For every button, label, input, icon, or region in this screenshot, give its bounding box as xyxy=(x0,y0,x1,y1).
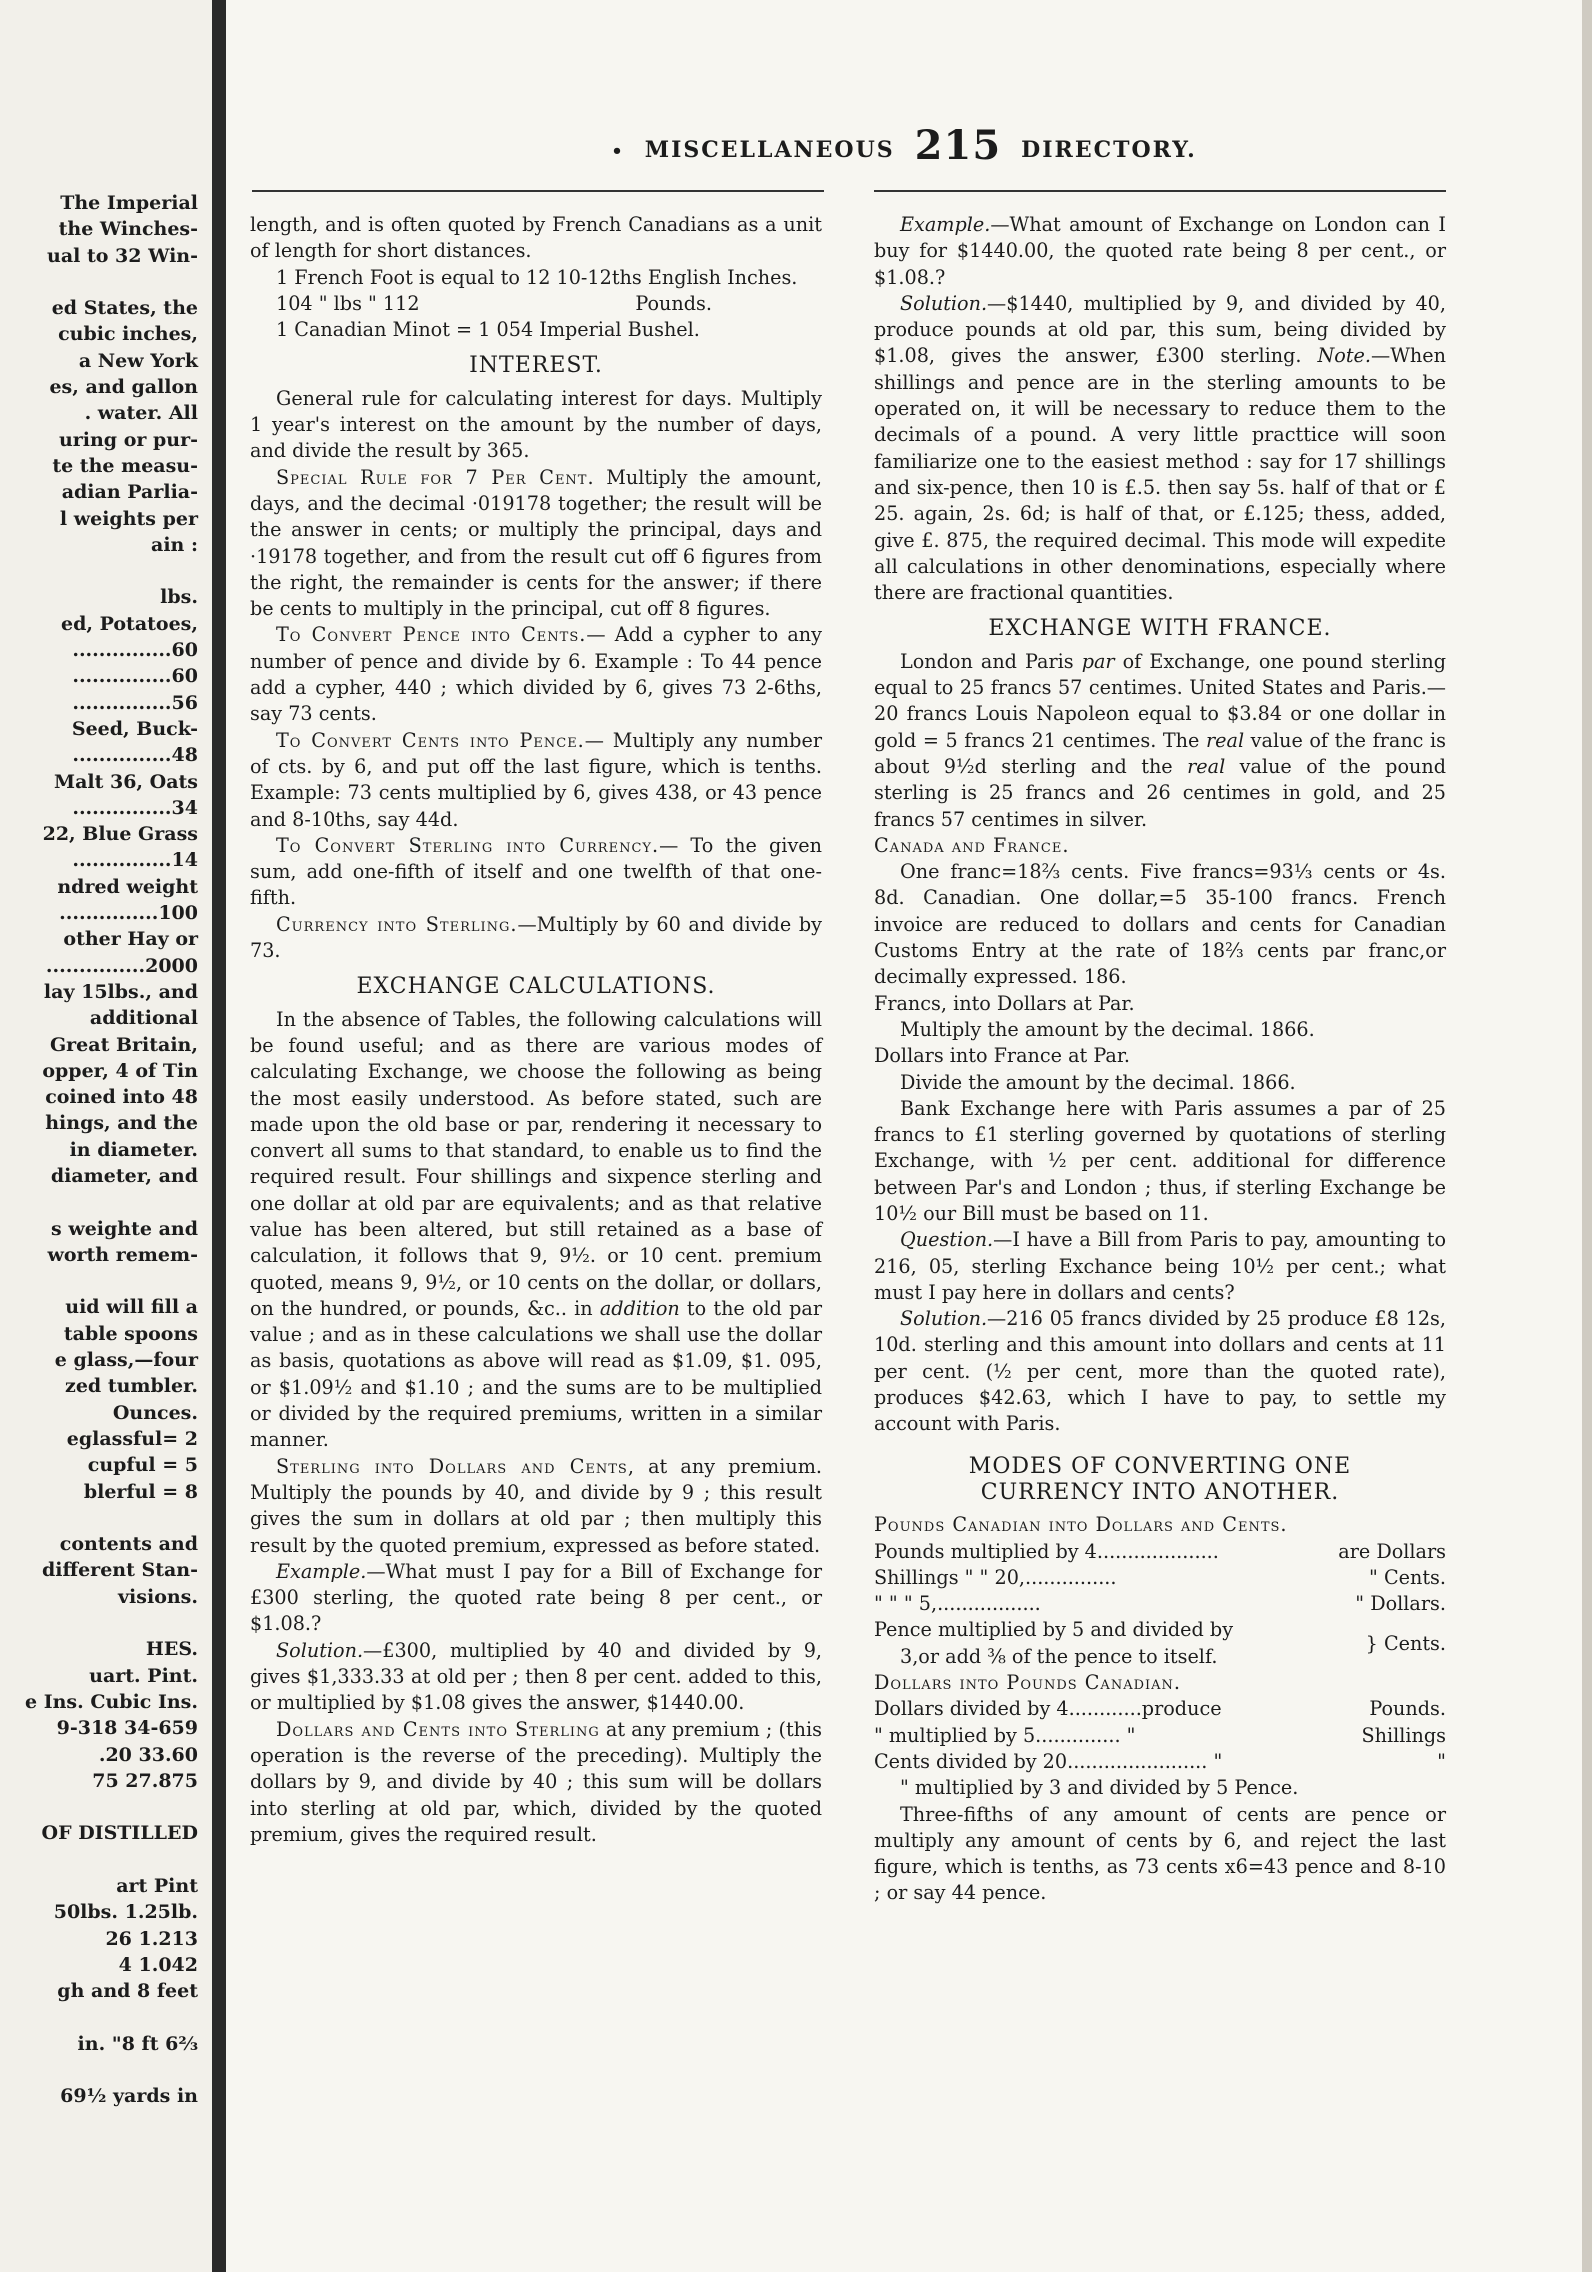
para-text: to the old par value ; and as in these calculations we shall use the dollar as basis, quotations as above will read as $1.09, $1. 095, or $1.09½ and $1.10 ; and the sums are to be multiplied or divided by the required premiums, written in a similar manner. xyxy=(250,1296,822,1452)
pence-line-2: 3,or add ⅜ of the pence to itself. xyxy=(900,1644,1218,1668)
rule-text: —Multiply by 60 and divide by 73. xyxy=(250,912,822,963)
left-page-line: in diameter. xyxy=(69,1138,198,1161)
rule-label: Special Rule for 7 Per Cent. xyxy=(276,465,595,489)
left-page-line: the Winches- xyxy=(58,218,198,241)
table-cell: " " " 5,................. xyxy=(874,1592,1041,1616)
left-page-line xyxy=(0,1847,198,1873)
conversion-table-dollars xyxy=(874,1696,1446,1775)
para-text: value of the pound sterling is 25 francs and 26 centimes in gold, and 25 francs 57 centimes in silver. xyxy=(874,754,1446,831)
left-page-line: coined into 48 xyxy=(45,1086,198,1109)
paragraph xyxy=(874,1306,1446,1437)
paragraph: Francs, into Dollars at Par. xyxy=(874,991,1135,1015)
paragraph: 1 French Foot is equal to 12 10-12ths English Inches. xyxy=(276,265,798,289)
question-label: Question. xyxy=(900,1228,994,1252)
paragraph: " multiplied by 3 and divided by 5 Pence. xyxy=(900,1776,1299,1800)
left-page-line: uid will fill a xyxy=(65,1296,198,1319)
section-heading-modes: MODES OF CONVERTING ONE CURRENCY INTO ANOTHER. xyxy=(968,1453,1352,1505)
table-cell: " xyxy=(1437,1749,1446,1773)
left-page-line xyxy=(0,269,198,295)
left-page-line: Malt 36, Oats xyxy=(54,770,198,793)
rule-label: Sterling into Dollars and Cents, xyxy=(276,1454,635,1478)
subheading-dollars: Dollars into Pounds Canadian. xyxy=(874,1671,1182,1695)
paragraph xyxy=(874,649,1446,833)
paragraph: length, and is often quoted by French Canadians as a unit of length for short distances. xyxy=(250,213,822,263)
left-page-line: 26 1.213 xyxy=(105,1927,198,1950)
table-cell: " multiplied by 5.............. " xyxy=(874,1723,1136,1747)
table-cell: are Dollars xyxy=(1338,1539,1446,1563)
left-page-line: Ounces. xyxy=(112,1401,198,1424)
para-text: In the absence of Tables, the following calculations will be found useful; and as there are various modes of calculating Exchange, we choose the following as being the most easily understood. As before stated, such are made upon the old base or par, rendering it necessary to convert all sums to that standard, to enable us to find the required result. Four shillings and sixpence sterling and one dollar at old par are equivalents; and as that relative value has been altered, but still retained as a base of calculation, it follows that 9, 9½. or 10 cent. premium quoted, means 9, 9½, or 10 cents on the dollar, or dollars, on the hundred, or pounds, &c.. in xyxy=(250,1007,822,1320)
weight-unit: Pounds. xyxy=(635,291,712,315)
left-page-line: gh and 8 feet xyxy=(57,1980,198,2003)
paragraph: Multiply the amount by the decimal. 1866. xyxy=(900,1017,1315,1041)
rule-label: To Convert Pence into Cents. xyxy=(276,623,587,647)
left-page-line xyxy=(0,558,198,584)
paragraph xyxy=(874,212,1446,291)
paragraph xyxy=(874,291,1446,607)
para-italic: par xyxy=(1081,649,1115,673)
rule-label: Currency into Sterling. xyxy=(276,912,518,936)
paragraph xyxy=(250,465,822,623)
solution-text: —216 05 francs divided by 25 produce £8 12s, 10d. sterling and this amount into dollars and cents at 11 per cent. (½ per cent, more than the quoted rate), produces $42.63, which I have to pay, to settle my account with Paris. xyxy=(874,1307,1446,1436)
left-page-line: ndred weight xyxy=(57,875,198,898)
left-page-line: OF DISTILLED xyxy=(41,1822,198,1845)
note-label: Note. xyxy=(1317,344,1372,368)
left-page-line xyxy=(0,2004,198,2030)
left-page-line xyxy=(0,2057,198,2083)
table-row xyxy=(874,1539,1446,1565)
left-page-line: cupful = 5 xyxy=(87,1454,198,1477)
paragraph xyxy=(250,291,822,317)
table-row xyxy=(874,1591,1446,1617)
left-page-line: a New York xyxy=(78,349,198,372)
rule-text: — Multiply any number of cts. by 6, and put off the last figure, which is tenths. Example: 73 cents multiplied by 6, gives 438, or 43 pence and 8-10ths, say 44d. xyxy=(250,728,822,831)
left-page-line: ...............60 xyxy=(72,639,198,662)
paragraph xyxy=(250,912,822,965)
rule-text: — Add a cypher to any number of pence and divide by 6. Example : To 44 pence add a cypher, 440 ; which divided by 6, gives 73 2-6ths, say 73 cents. xyxy=(250,623,822,726)
left-page-line xyxy=(0,1189,198,1215)
left-page-line: contents and xyxy=(59,1533,198,1556)
paragraph: Bank Exchange here with Paris assumes a par of 25 francs to £1 sterling governed by quotations of sterling Exchange, with ½ per cent. additional for difference between Par's and London ; thus, if sterling Exchange be 10½ our Bill must be based on 11. xyxy=(874,1096,1446,1225)
left-page-line: 22, Blue Grass xyxy=(42,823,198,846)
left-page-line: ...............56 xyxy=(72,691,198,714)
paragraph: Dollars into France at Par. xyxy=(874,1044,1131,1068)
column-right xyxy=(874,212,1446,1907)
left-page-line: ...............14 xyxy=(72,849,198,872)
left-page-line: ual to 32 Win- xyxy=(47,244,198,267)
left-page-line xyxy=(0,1610,198,1636)
rule-label: Dollars and Cents into Sterling xyxy=(276,1717,600,1741)
paragraph: Three-fifths of any amount of cents are pence or multiply any amount of cents by 6, and reject the last figure, which is tenths, as 73 cents x6=43 pence and 8-10 ; or say 44 pence. xyxy=(874,1802,1446,1905)
table-cell: Shillings " " 20,............... xyxy=(874,1565,1117,1589)
para-text: of Exchange, one pound sterling equal to 25 francs 57 centimes. United States and Paris.—20 francs Louis Napoleon equal to $3.84 or one dollar in gold = 5 francs 21 centimes. The xyxy=(874,649,1446,752)
example-label: Example. xyxy=(900,213,991,236)
subheading-canada-france: Canada and France. xyxy=(874,833,1070,857)
left-page-line: eglassful= 2 xyxy=(66,1427,198,1450)
solution-label: Solution. xyxy=(900,1307,988,1331)
left-page-line: 75 27.875 xyxy=(92,1769,198,1792)
page-number: 215 xyxy=(914,122,1002,169)
running-header xyxy=(226,122,1582,169)
left-page-line: ...............34 xyxy=(72,796,198,819)
table-cell: Dollars divided by 4............produce xyxy=(874,1697,1222,1721)
para-italic: real xyxy=(1205,728,1245,752)
paragraph xyxy=(250,833,822,912)
left-page-line: l weights per xyxy=(59,507,198,530)
example-text: —What must I pay for a Bill of Exchange for £300 sterling, the quoted rate being 8 per cent., or $1.08.? xyxy=(250,1559,822,1636)
left-page-line: 69½ yards in xyxy=(60,2085,198,2108)
table-cell: Shillings xyxy=(1361,1723,1446,1747)
left-page-line: .20 33.60 xyxy=(98,1743,198,1766)
left-page-line: es, and gallon xyxy=(49,376,198,399)
solution-label: Solution. xyxy=(900,291,988,315)
left-page-line: ed States, the xyxy=(51,297,198,320)
left-page-line: table spoons xyxy=(63,1322,198,1345)
table-row xyxy=(874,1565,1446,1591)
left-page-line: ...............100 xyxy=(59,902,198,925)
left-page-line: lay 15lbs., and xyxy=(43,980,198,1003)
paragraph xyxy=(874,1227,1446,1306)
header-rule-right xyxy=(874,190,1446,192)
left-page-line xyxy=(0,1794,198,1820)
page-edge xyxy=(1582,0,1592,2272)
left-page-line: hings, and the xyxy=(45,1112,198,1135)
left-page-line xyxy=(0,1268,198,1294)
table-row xyxy=(874,1749,1446,1775)
left-page-line: 4 1.042 xyxy=(118,1953,198,1976)
left-page-line: Great Britain, xyxy=(49,1033,198,1056)
book-gutter xyxy=(212,0,226,2272)
subheading-pounds: Pounds Canadian into Dollars and Cents. xyxy=(874,1513,1288,1537)
header-dot: • xyxy=(611,141,625,162)
left-page-text xyxy=(0,190,198,2110)
left-page-line: additional xyxy=(89,1007,198,1030)
paragraph xyxy=(250,1638,822,1717)
left-page-line: blerful = 8 xyxy=(83,1480,198,1503)
paragraph: Divide the amount by the decimal. 1866. xyxy=(900,1070,1296,1094)
pence-line-1: Pence multiplied by 5 and divided by xyxy=(874,1618,1234,1642)
left-page-line: s weighte and xyxy=(51,1217,198,1240)
para-text: value of the franc is about 9½d sterling and the xyxy=(874,728,1446,778)
paragraph xyxy=(250,728,822,833)
right-page xyxy=(226,0,1582,2272)
paragraph: One franc=18⅔ cents. Five francs=93⅓ cents or 4s. 8d. Canadian. One dollar,=5 35-100 francs. French invoice are reduced to dollars and cents for Canadian Customs Entry at the rate of 18⅔ cents par franc,or decimally expressed. 186. xyxy=(874,860,1446,989)
left-page-line: The Imperial xyxy=(60,192,198,214)
left-page-line: uart. Pint. xyxy=(89,1664,198,1687)
example-text: —What amount of Exchange on London can I buy for $1440.00, the quoted rate being 8 per cent., or $1.08.? xyxy=(874,213,1446,289)
table-cell: Pounds multiplied by 4.................... xyxy=(874,1539,1219,1563)
left-page-line: diameter, and xyxy=(50,1164,198,1187)
header-right: DIRECTORY. xyxy=(1021,137,1197,163)
paragraph xyxy=(250,1007,822,1454)
left-page-line: ed, Potatoes, xyxy=(61,612,198,635)
left-page-line: te the measu- xyxy=(52,454,198,477)
solution-label: Solution. xyxy=(276,1638,364,1662)
table-cell: } Cents. xyxy=(1365,1631,1446,1655)
left-page-line: other Hay or xyxy=(63,928,198,951)
para-italic: addition xyxy=(599,1296,680,1320)
table-cell xyxy=(874,1617,1314,1670)
left-page-line: cubic inches, xyxy=(58,323,198,346)
left-page-line: . water. All xyxy=(84,402,198,425)
left-page-line xyxy=(0,1505,198,1531)
paragraph xyxy=(250,1717,822,1848)
left-page-line: visions. xyxy=(118,1585,198,1608)
left-page-line: ...............60 xyxy=(72,665,198,688)
left-page-line: HES. xyxy=(145,1638,198,1661)
left-page-line: different Stan- xyxy=(42,1559,198,1582)
rule-label: To Convert Sterling into Currency. xyxy=(276,833,660,857)
paragraph xyxy=(250,1454,822,1559)
conversion-table-pounds xyxy=(874,1539,1446,1670)
section-heading-france: EXCHANGE WITH FRANCE. xyxy=(988,616,1332,642)
paragraph xyxy=(250,1559,822,1638)
note-text: —When shillings and pence are in the sterling amounts to be operated on, it will be necessary to reduce them to the decimals of a pound. A very little practtice will soon familiarize one to the easiest method : say for 17 shillings and six-pence, then 10 is £.5. then say 5s. half of that or £ 25. again, 2s. 6d; is half of that, or £.125; thess, added, give £. 875, the required decimal. This mode will expedite all calculations in other denominations, especially where there are fractional quantities. xyxy=(874,344,1446,605)
left-page-line: 9-318 34-659 xyxy=(56,1717,198,1740)
left-page-line: worth remem- xyxy=(47,1243,198,1266)
left-page-line: Seed, Buck- xyxy=(71,717,198,740)
question-text: —I have a Bill from Paris to pay, amounting to 216, 05, sterling Exchance being 10½ per cent.; what must I pay here in dollars and cents? xyxy=(874,1228,1446,1304)
table-cell: " Dollars. xyxy=(1355,1592,1446,1616)
left-page-line: zed tumbler. xyxy=(65,1375,198,1398)
rule-text: at any premium ; (this operation is the reverse of the preceding). Multiply the dollars by 9, and divide by 40 ; this sum will be dollars into sterling at old par, which, divided by the quoted premium, gives the required result. xyxy=(250,1717,822,1846)
left-page-line: lbs. xyxy=(160,586,198,609)
left-page-line: in. "8 ft 6⅔ xyxy=(77,2032,198,2055)
section-heading-interest: INTEREST. xyxy=(469,353,603,379)
para-text: London and Paris xyxy=(900,649,1082,673)
left-page-line: ain : xyxy=(151,533,198,556)
weight-line: 104 " lbs " 112 xyxy=(276,291,420,315)
table-cell: " Cents. xyxy=(1369,1565,1446,1589)
left-page-line: e glass,—four xyxy=(54,1349,198,1372)
rule-text: at any premium. Multiply the pounds by 40, and divide by 9 ; this result gives the sum in dollars at old par ; then multiply this result by the quoted premium, expressed as before stated. xyxy=(250,1454,822,1557)
table-row xyxy=(874,1723,1446,1749)
table-row xyxy=(874,1696,1446,1722)
table-cell: Cents divided by 20....................... " xyxy=(874,1749,1223,1773)
left-page-line: 50lbs. 1.25lb. xyxy=(53,1901,198,1924)
example-label: Example. xyxy=(276,1559,367,1583)
header-left: MISCELLANEOUS xyxy=(644,137,895,163)
left-page-line: adian Parlia- xyxy=(61,481,198,504)
section-heading-exchange: EXCHANGE CALCULATIONS. xyxy=(356,974,716,1000)
para-italic: real xyxy=(1187,754,1226,778)
left-page-line: ...............2000 xyxy=(45,954,198,977)
header-rule-left xyxy=(252,190,824,192)
rule-text: — To the given sum, add one-fifth of itself and one twelfth of that one-fifth. xyxy=(250,833,822,910)
solution-text: —£300, multiplied by 40 and divided by 9, gives $1,333.33 at old per ; then 8 per cent. added to this, or multiplied by $1.08 gives the answer, $1440.00. xyxy=(250,1638,822,1715)
solution-text: —$1440, multiplied by 9, and divided by 40, produce pounds at old par, this sum, being divided by $1.08, gives the answer, £300 sterling. xyxy=(874,291,1446,368)
table-row xyxy=(874,1617,1446,1670)
left-page-line: ...............48 xyxy=(72,744,198,767)
paragraph xyxy=(250,622,822,727)
table-cell: Pounds. xyxy=(1369,1697,1446,1721)
rule-label: To Convert Cents into Pence. xyxy=(276,728,585,752)
left-page-line: e Ins. Cubic Ins. xyxy=(25,1690,198,1713)
left-page-line: uring or pur- xyxy=(58,428,198,451)
left-page-line: art Pint xyxy=(116,1875,198,1897)
rule-text: Multiply the amount, days, and the decimal ·019178 together; the result will be the answer in cents; or multiply the principal, days and ·19178 together, and from the result cut off 6 figures from the right, the remainder is cents for the answer; if there be cents to multiply in the principal, cut off 8 figures. xyxy=(250,465,822,621)
column-left xyxy=(250,212,822,1848)
paragraph: 1 Canadian Minot = 1 054 Imperial Bushel. xyxy=(276,318,700,342)
paragraph: General rule for calculating interest for days. Multiply 1 year's interest on the amount by the number of days, and divide the result by 365. xyxy=(250,386,822,463)
left-page-fragment xyxy=(0,0,220,2272)
left-page-line: opper, 4 of Tin xyxy=(42,1059,198,1082)
